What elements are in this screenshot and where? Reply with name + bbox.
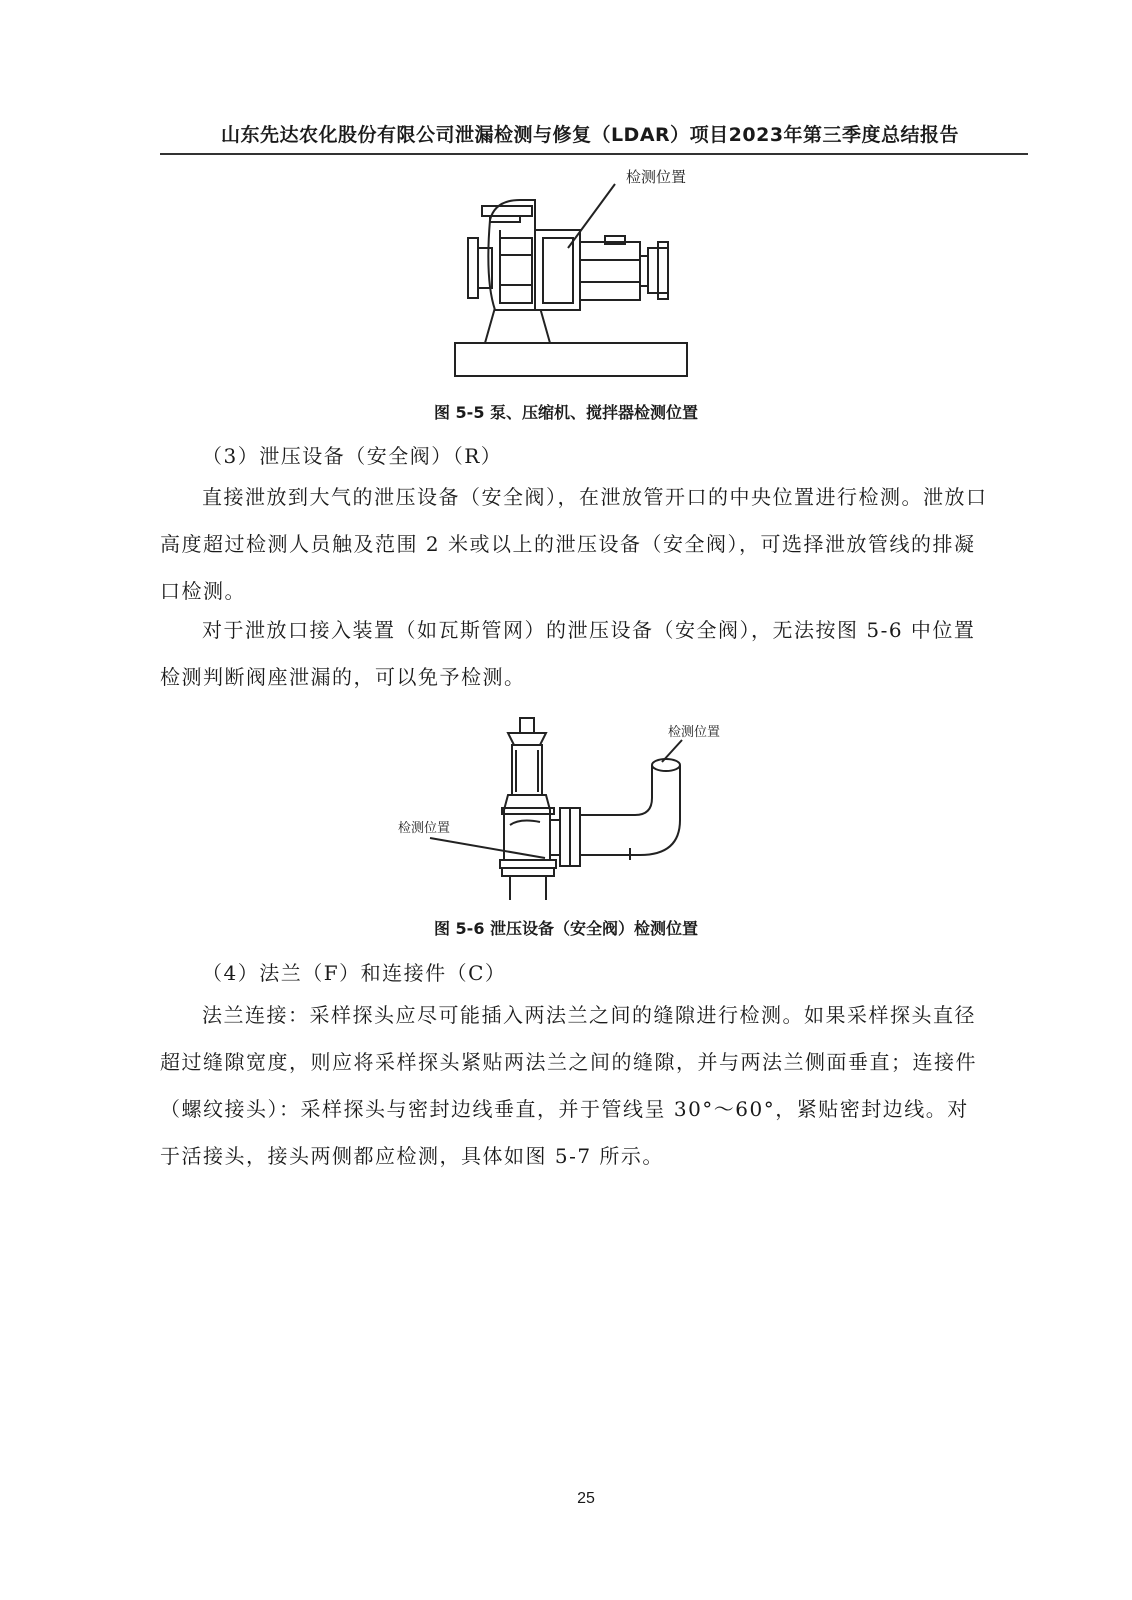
section-3-paragraph-2: 对于泄放口接入装置（如瓦斯管网）的泄压设备（安全阀），无法按图 5-6 中位置检测判断阀座泄漏的，可以免予检测。 xyxy=(160,618,976,689)
section-4-heading: （4）法兰（F）和连接件（C） xyxy=(202,961,507,985)
figure-5-6-caption: 图 5-6 泄压设备（安全阀）检测位置 xyxy=(433,919,699,938)
figure-5-6-label-left: 检测位置 xyxy=(398,821,451,836)
section-3-heading: （3）泄压设备（安全阀）（R） xyxy=(202,444,503,468)
figure-5-5-label: 检测位置 xyxy=(626,168,687,186)
figure-5-6-valve-diagram xyxy=(390,710,740,905)
report-header: 山东先达农化股份有限公司泄漏检测与修复（LDAR）项目2023年第三季度总结报告 xyxy=(220,124,960,146)
figure-5-5-caption: 图 5-5 泵、压缩机、搅拌器检测位置 xyxy=(433,403,699,422)
page-number: 25 xyxy=(577,1490,595,1507)
figure-5-6-label-top: 检测位置 xyxy=(668,725,721,740)
figure-5-5-pump-diagram xyxy=(440,160,710,380)
section-3-paragraph-1: 直接泄放到大气的泄压设备（安全阀），在泄放管开口的中央位置进行检测。泄放口高度超过检测人员触及范围 2 米或以上的泄压设备（安全阀），可选择泄放管线的排凝口检测。 xyxy=(160,485,988,603)
section-4-paragraph-1: 法兰连接：采样探头应尽可能插入两法兰之间的缝隙进行检测。如果采样探头直径超过缝隙宽度，则应将采样探头紧贴两法兰之间的缝隙，并与两法兰侧面垂直；连接件（螺纹接头）：采样探头与密封边线垂直，并于管线呈 30°～60°，紧贴密封边线。对于活接头，接头两侧都应检测，具体如图 5-7 所示。 xyxy=(160,1003,977,1168)
header-divider xyxy=(160,153,1028,155)
